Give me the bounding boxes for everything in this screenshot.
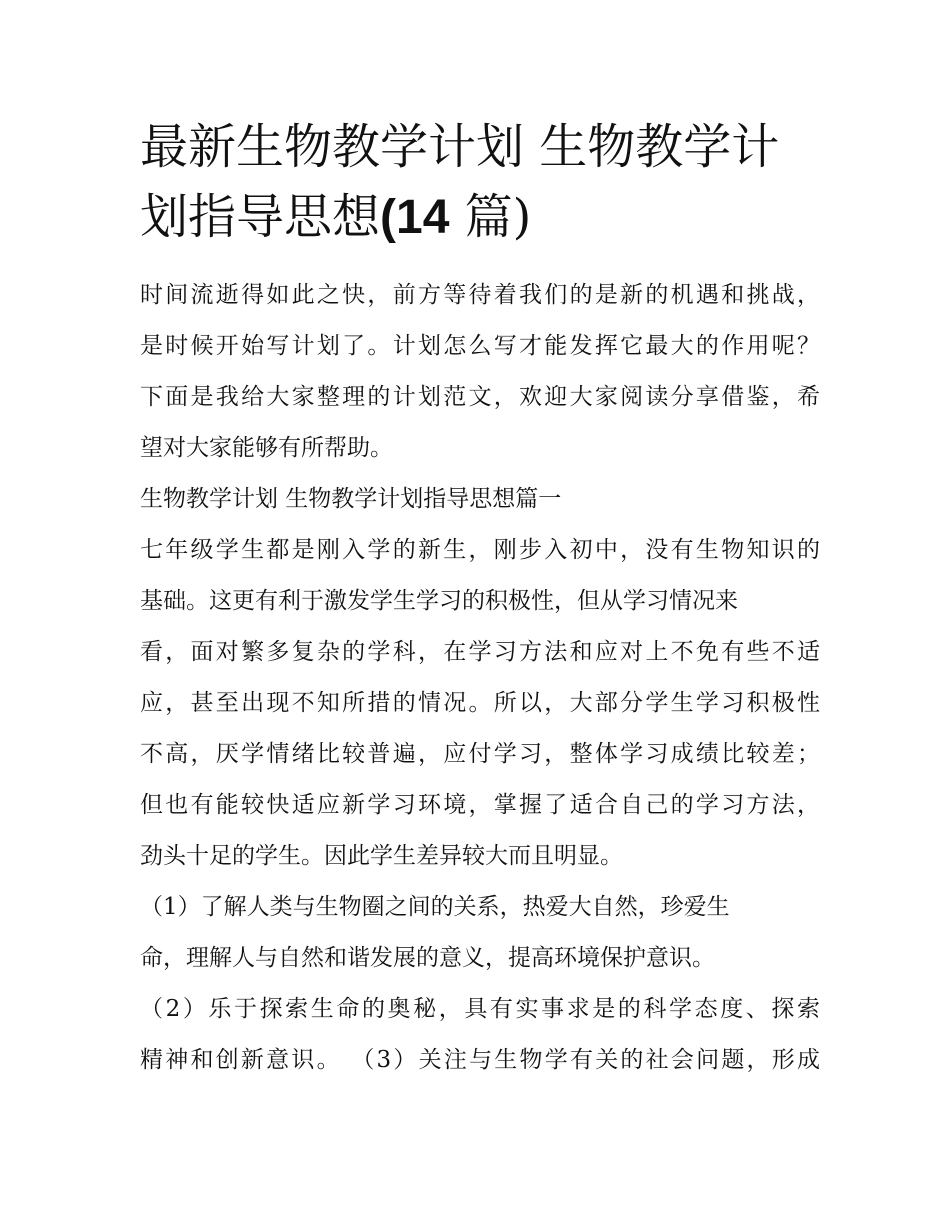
paragraph-line: 不高，厌学情绪比较普遍，应付学习，整体学习成绩比较差； (140, 741, 820, 767)
paragraph-line: 但也有能较快适应新学习环境，掌握了适合自己的学习方法， (140, 792, 820, 818)
paragraph-line: 下面是我给大家整理的计划范文，欢迎大家阅读分享借鉴，希 (140, 384, 820, 410)
paragraph-line: 基础。这更有利于激发学生学习的积极性，但从学习情况来 (140, 588, 738, 614)
document-title-line-2 (140, 182, 820, 252)
paragraph-line: 劲头十足的学生。因此学生差异较大而且明显。 (140, 843, 623, 869)
list-item-line: （2）乐于探索生命的奥秘，具有实事求是的科学态度、探索 (140, 996, 820, 1022)
paragraph-line: 时间流逝得如此之快，前方等待着我们的是新的机遇和挑战， (140, 282, 820, 308)
paragraph-line: 是时候开始写计划了。计划怎么写才能发挥它最大的作用呢？ (140, 333, 820, 359)
document-body (140, 270, 820, 1086)
paragraph-line: 望对大家能够有所帮助。 (140, 435, 393, 461)
list-item-line: （1）了解人类与生物圈之间的关系，热爱大自然，珍爱生 (140, 894, 730, 920)
document-title-line-1: 最新生物教学计划 生物教学计 (140, 119, 780, 175)
section-heading: 生物教学计划 生物教学计划指导思想篇一 (140, 486, 562, 512)
document-title-count: (14 (380, 191, 450, 244)
list-item-line: 精神和创新意识。 （3）关注与生物学有关的社会问题，形成 (140, 1047, 820, 1073)
paragraph-line: 七年级学生都是刚入学的新生，刚步入初中，没有生物知识的 (140, 537, 820, 563)
document-title-suffix: 篇) (449, 189, 532, 245)
paragraph-line: 应，甚至出现不知所措的情况。所以，大部分学生学习积极性 (140, 690, 820, 716)
list-item-line: 命，理解人与自然和谐发展的意义，提高环境保护意识。 (140, 945, 715, 971)
document-title-text: 划指导思想 (140, 189, 381, 245)
paragraph-line: 看，面对繁多复杂的学科，在学习方法和应对上不免有些不适 (140, 639, 820, 665)
document-page (140, 112, 820, 1086)
